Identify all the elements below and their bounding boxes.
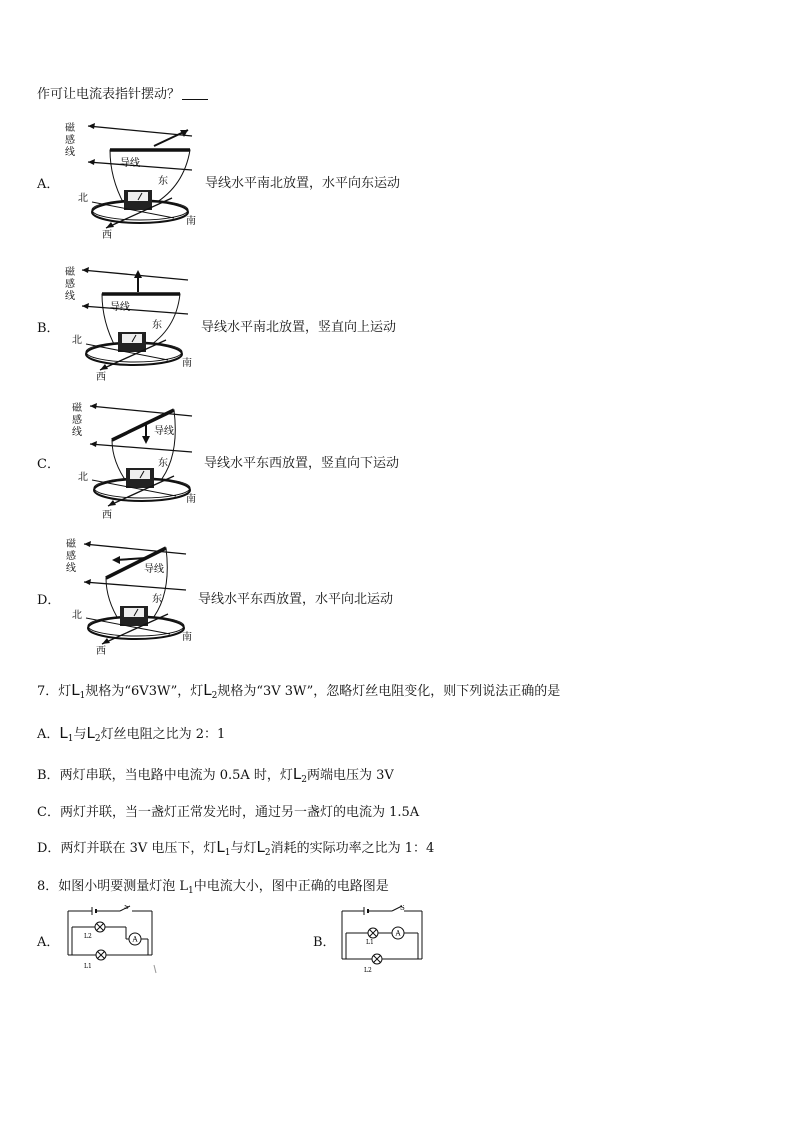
svg-text:磁: 磁 — [65, 267, 75, 278]
svg-text:线: 线 — [66, 563, 76, 574]
q6-option-a-letter: A． — [37, 177, 60, 192]
svg-text:南: 南 — [186, 216, 196, 227]
svg-text:L1: L1 — [366, 939, 374, 946]
svg-text:磁: 磁 — [72, 403, 82, 414]
svg-text:A: A — [395, 929, 401, 938]
svg-text:S: S — [124, 905, 129, 911]
q6-option-b-text: 导线水平南北放置，竖直向上运动 — [201, 320, 397, 335]
q8-option-b-circuit — [338, 905, 426, 975]
q8-stem: 8．如图小明要测量灯泡 $L_1$中电流大小，图中正确的电路图是 — [37, 879, 389, 896]
q6-option-c-figure — [62, 398, 202, 522]
q6-option-c-letter: C． — [37, 457, 60, 472]
answer-blank — [182, 87, 208, 100]
svg-text:导线: 导线 — [154, 426, 174, 437]
svg-text:北: 北 — [72, 335, 82, 346]
svg-text:西: 西 — [102, 230, 112, 241]
q6-option-d-letter: D． — [37, 593, 61, 608]
svg-text:感: 感 — [65, 279, 75, 290]
svg-text:东: 东 — [158, 176, 168, 187]
svg-text:L2: L2 — [364, 967, 372, 974]
svg-text:S: S — [400, 905, 405, 912]
q8-option-b-letter: B． — [313, 935, 336, 950]
svg-text:东: 东 — [152, 320, 162, 331]
q7-option-c: C．两灯并联，当一盏灯正常发光时，通过另一盏灯的电流为 1.5A — [37, 805, 420, 820]
svg-text:西: 西 — [96, 646, 106, 657]
svg-text:L1: L1 — [84, 963, 92, 970]
q7-option-a: A．$L_1$与$L_2$灯丝电阻之比为 2：1 — [37, 724, 226, 744]
svg-text:南: 南 — [186, 494, 196, 505]
q6-option-d-figure — [62, 534, 202, 658]
q8-option-a-circuit — [62, 905, 158, 975]
svg-text:磁: 磁 — [65, 123, 75, 134]
svg-text:导线: 导线 — [110, 302, 130, 313]
q6-option-a-figure — [62, 118, 202, 242]
svg-text:东: 东 — [152, 594, 162, 605]
q6-option-b-figure — [62, 262, 202, 386]
svg-text:北: 北 — [72, 610, 82, 621]
svg-text:东: 东 — [158, 458, 168, 469]
q7-option-d: D．两灯并联在 3V 电压下，灯$L_1$与灯$L_2$消耗的实际功率之比为 1：4 — [37, 838, 435, 858]
svg-text:导线: 导线 — [144, 564, 164, 575]
svg-text:L2: L2 — [84, 933, 92, 940]
q8-option-a-letter: A． — [37, 935, 60, 950]
svg-text:线: 线 — [65, 291, 75, 302]
svg-text:线: 线 — [72, 427, 82, 438]
svg-text:南: 南 — [182, 358, 192, 369]
svg-text:西: 西 — [96, 372, 106, 383]
svg-text:导线: 导线 — [120, 158, 140, 169]
svg-text:北: 北 — [78, 472, 88, 483]
svg-text:磁: 磁 — [66, 539, 76, 550]
q6-option-b-letter: B． — [37, 321, 60, 336]
q6-option-d-text: 导线水平东西放置，水平向北运动 — [198, 592, 394, 607]
svg-text:感: 感 — [72, 415, 82, 426]
q6-option-a-text: 导线水平南北放置，水平向东运动 — [205, 176, 401, 191]
q7-stem: 7．灯$L_1$规格为“6V3W”，灯$L_2$规格为“3V 3W”，忽略灯丝电阻变化，则下列说法正确的是 — [37, 681, 561, 701]
svg-text:南: 南 — [182, 632, 192, 643]
svg-text:感: 感 — [66, 551, 76, 562]
q7-option-b: B．两灯串联，当电路中电流为 0.5A 时，灯$L_2$两端电压为 3V — [37, 765, 394, 785]
svg-text:北: 北 — [78, 193, 88, 204]
q6-stem: 作可让电流表指针摆动？ — [37, 83, 208, 102]
svg-text:线: 线 — [65, 147, 75, 158]
svg-text:西: 西 — [102, 510, 112, 521]
svg-text:A: A — [132, 935, 138, 944]
q6-option-c-text: 导线水平东西放置，竖直向下运动 — [204, 456, 400, 471]
svg-text:感: 感 — [65, 135, 75, 146]
